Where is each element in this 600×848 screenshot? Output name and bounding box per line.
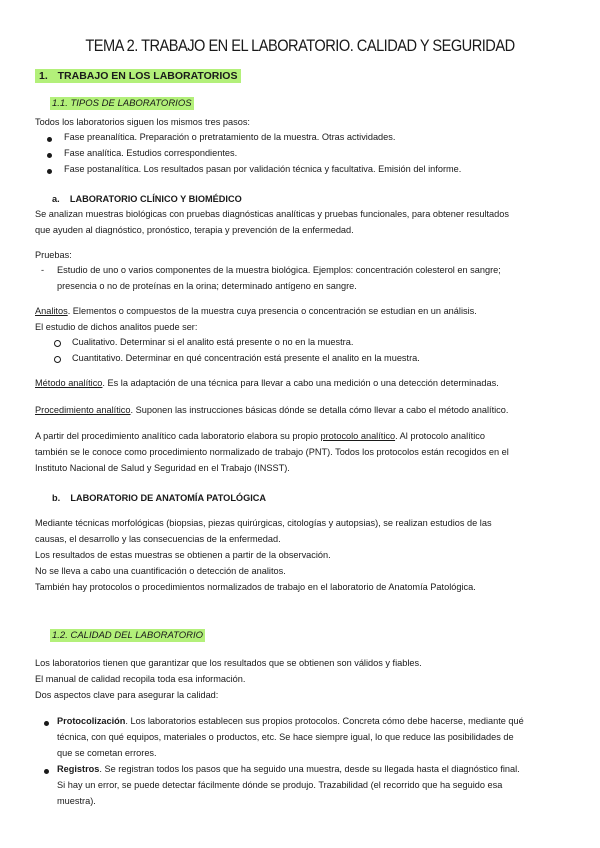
paragraph-line: El estudio de dichos analitos puede ser: <box>35 322 198 332</box>
paragraph-line: Instituto Nacional de Salud y Seguridad en el Trabajo (INSST). <box>35 463 290 473</box>
protocolizacion-item: Protocolización. Los laboratorios establecen sus propios protocolos. Concreta cómo debe hacerse, mediante qué <box>57 716 524 726</box>
page-title: TEMA 2. TRABAJO EN EL LABORATORIO. CALIDAD Y SEGURIDAD <box>85 36 515 55</box>
section-1-heading <box>35 70 241 82</box>
subsection-1-1-heading: 1.1. TIPOS DE LABORATORIOS <box>52 98 192 109</box>
paragraph-line: El manual de calidad recopila toda esa información. <box>35 674 246 684</box>
bullet-icon <box>44 766 49 776</box>
sub-item: Cualitativo. Determinar si el analito está presente o no en la muestra. <box>72 337 354 347</box>
metodo-paragraph: Método analítico. Es la adaptación de una técnica para llevar a cabo una medición o una detección determinadas. <box>35 378 499 388</box>
sub-item: Cuantitativo. Determinar en qué concentración está presente el analito en la muestra. <box>72 353 420 363</box>
section-number: 1. <box>39 70 48 82</box>
dash-bullet: - <box>41 265 45 275</box>
procedimiento-paragraph: Procedimiento analítico. Suponen las instrucciones básicas dónde se detalla cómo llevar a cabo el método analítico. <box>35 405 509 415</box>
term: Registros <box>57 764 100 774</box>
paragraph-line: que ayuden al diagnóstico, pronóstico, terapia y prevención de la enfermedad. <box>35 225 354 235</box>
step-2: Fase analítica. Estudios correspondientes. <box>64 148 238 158</box>
paragraph-line: causas, el desarrollo y las consecuencias de la enfermedad. <box>35 534 281 544</box>
paragraph-line: También hay protocolos o procedimientos normalizados de trabajo en el laboratorio de Anatomía Patológica. <box>35 582 476 592</box>
circle-bullet-icon <box>54 355 61 365</box>
paragraph-line: también se le conoce como procedimiento normalizado de trabajo (PNT). Todos los protocolos están recogidos en el <box>35 447 509 457</box>
step-3: Fase postanalítica. Los resultados pasan por validación técnica y facultativa. Emisión del informe. <box>64 164 462 174</box>
paragraph-line: Los laboratorios tienen que garantizar que los resultados que se obtienen son válidos y fiables. <box>35 658 422 668</box>
analitos-paragraph: Analitos. Elementos o compuestos de la muestra cuya presencia o concentración se estudian en un análisis. <box>35 306 477 316</box>
paragraph-line: presencia o no de proteínas en la orina; determinado antígeno en sangre. <box>57 281 357 291</box>
registros-item: Registros. Se registran todos los pasos que ha seguido una muestra, desde su llegada hasta el diagnóstico final. <box>57 764 520 774</box>
term: Analitos <box>35 306 68 316</box>
bullet-icon <box>44 718 49 728</box>
paragraph-line: muestra). <box>57 796 96 806</box>
term: Método analítico <box>35 378 103 388</box>
paragraph-line: Se analizan muestras biológicas con pruebas diagnósticas analíticas y pruebas funcionales, para obtener resultados <box>35 209 509 219</box>
intro-text: Todos los laboratorios siguen los mismos tres pasos: <box>35 117 250 127</box>
paragraph-line: Mediante técnicas morfológicas (biopsias, piezas quirúrgicas, citologías y autopsias), se realizan estudios de las <box>35 518 492 528</box>
subheading-b: b. LABORATORIO DE ANATOMÍA PATOLÓGICA <box>52 493 267 503</box>
term: Procedimiento analítico <box>35 405 131 415</box>
bullet-icon <box>47 134 52 144</box>
paragraph-line: técnica, con qué equipos, materiales o productos, etc. Se hace siempre igual, lo que reduce las posibilidades de <box>57 732 514 742</box>
step-1: Fase preanalítica. Preparación o pretratamiento de la muestra. Otras actividades. <box>64 132 396 142</box>
term: protocolo analítico <box>320 431 396 441</box>
bullet-icon <box>47 166 52 176</box>
bullet-icon <box>47 150 52 160</box>
circle-bullet-icon <box>54 339 61 349</box>
paragraph-line: Dos aspectos clave para asegurar la calidad: <box>35 690 219 700</box>
paragraph-line: Estudio de uno o varios componentes de la muestra biológica. Ejemplos: concentración colesterol en sangre; <box>57 265 501 275</box>
paragraph-line: que se cometan errores. <box>57 748 157 758</box>
paragraph-line: Los resultados de estas muestras se obtienen a partir de la observación. <box>35 550 331 560</box>
pruebas-label: Pruebas: <box>35 250 72 260</box>
paragraph-line: Si hay un error, se puede detectar fácilmente dónde se produjo. Trazabilidad (el recorrido que ha seguido esa <box>57 780 503 790</box>
term: Protocolización <box>57 716 126 726</box>
section-label: TRABAJO EN LOS LABORATORIOS <box>57 70 238 82</box>
paragraph-line: No se lleva a cabo una cuantificación o detección de analitos. <box>35 566 286 576</box>
protocolo-paragraph: A partir del procedimiento analítico cada laboratorio elabora su propio protocolo analítico. Al protocolo analítico <box>35 431 485 441</box>
subsection-1-2-heading: 1.2. CALIDAD DEL LABORATORIO <box>52 630 203 641</box>
subheading-a: a. LABORATORIO CLÍNICO Y BIOMÉDICO <box>52 194 242 204</box>
